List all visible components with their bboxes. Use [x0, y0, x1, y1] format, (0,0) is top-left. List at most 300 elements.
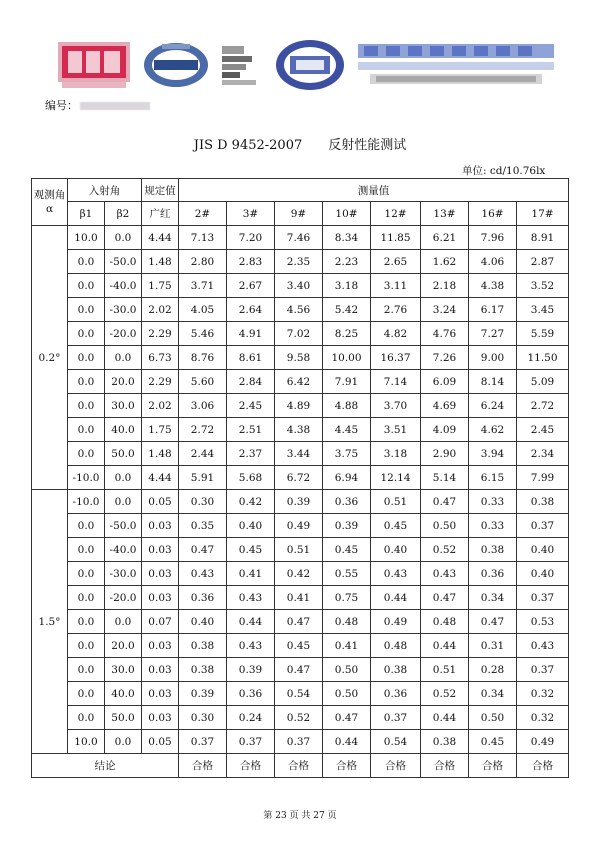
value-cell: 0.33 — [469, 514, 517, 538]
value-cell: 2.45 — [227, 394, 275, 418]
sample-header: 9# — [275, 202, 323, 226]
value-cell: 0.47 — [275, 658, 323, 682]
spec-cell: 0.05 — [142, 490, 179, 514]
spec-cell: 0.03 — [142, 634, 179, 658]
value-cell: 4.06 — [469, 250, 517, 274]
beta2-cell: 50.0 — [105, 706, 142, 730]
spec-cell: 4.44 — [142, 466, 179, 490]
value-cell: 2.90 — [421, 442, 469, 466]
beta1-cell: 0.0 — [68, 586, 105, 610]
value-cell: 2.76 — [371, 298, 421, 322]
beta2-cell: 20.0 — [105, 370, 142, 394]
value-cell: 0.51 — [275, 538, 323, 562]
beta1-cell: 0.0 — [68, 562, 105, 586]
sample-header: 16# — [469, 202, 517, 226]
value-cell: 0.40 — [179, 610, 227, 634]
value-cell: 4.91 — [227, 322, 275, 346]
value-cell: 2.72 — [179, 418, 227, 442]
table-row — [32, 490, 569, 514]
value-cell: 7.91 — [323, 370, 371, 394]
conclusion-cell: 合格 — [517, 754, 569, 778]
value-cell: 0.37 — [517, 586, 569, 610]
value-cell: 2.45 — [517, 418, 569, 442]
value-cell: 0.50 — [469, 706, 517, 730]
value-cell: 0.48 — [421, 610, 469, 634]
value-cell: 2.23 — [323, 250, 371, 274]
conclusion-cell: 合格 — [179, 754, 227, 778]
value-cell: 2.44 — [179, 442, 227, 466]
value-cell: 5.42 — [323, 298, 371, 322]
beta1-cell: 0.0 — [68, 634, 105, 658]
value-cell: 0.41 — [323, 634, 371, 658]
beta1-cell: 0.0 — [68, 370, 105, 394]
beta1-cell: 0.0 — [68, 706, 105, 730]
value-cell: 0.43 — [421, 562, 469, 586]
value-cell: 4.62 — [469, 418, 517, 442]
value-cell: 2.87 — [517, 250, 569, 274]
table-row — [32, 466, 569, 490]
value-cell: 1.62 — [421, 250, 469, 274]
value-cell: 0.52 — [421, 538, 469, 562]
spec-cell: 2.29 — [142, 370, 179, 394]
table-row — [32, 706, 569, 730]
value-cell: 0.44 — [371, 586, 421, 610]
value-cell: 9.00 — [469, 346, 517, 370]
org-name-logo — [356, 42, 556, 88]
cnas-round-logo — [274, 38, 346, 92]
value-cell: 0.43 — [371, 562, 421, 586]
beta1-cell: 10.0 — [68, 730, 105, 754]
value-cell: 0.38 — [179, 658, 227, 682]
value-cell: 0.75 — [323, 586, 371, 610]
table-row — [32, 370, 569, 394]
ilac-mra-logo — [218, 44, 266, 88]
value-cell: 0.50 — [323, 658, 371, 682]
obs-angle-header-text: 观测角α — [33, 189, 66, 215]
value-cell: 0.42 — [275, 562, 323, 586]
value-cell: 0.47 — [469, 610, 517, 634]
value-cell: 8.14 — [469, 370, 517, 394]
value-cell: 0.44 — [227, 610, 275, 634]
conclusion-cell: 合格 — [371, 754, 421, 778]
value-cell: 0.33 — [469, 490, 517, 514]
value-cell: 5.46 — [179, 322, 227, 346]
obs-angle-cell: 1.5° — [32, 490, 68, 754]
table-row — [32, 634, 569, 658]
value-cell: 0.38 — [517, 490, 569, 514]
value-cell: 7.13 — [179, 226, 227, 250]
measured-header: 测量值 — [179, 179, 569, 202]
value-cell: 2.65 — [371, 250, 421, 274]
value-cell: 0.38 — [469, 538, 517, 562]
beta2-cell: -30.0 — [105, 298, 142, 322]
value-cell: 11.50 — [517, 346, 569, 370]
value-cell: 5.59 — [517, 322, 569, 346]
spec-color-header: 广红 — [142, 202, 179, 226]
beta2-cell: -50.0 — [105, 514, 142, 538]
table-row — [32, 394, 569, 418]
beta2-cell: -50.0 — [105, 250, 142, 274]
spec-cell: 0.03 — [142, 562, 179, 586]
obs-angle-header — [32, 179, 68, 226]
conclusion-row — [32, 754, 569, 778]
table-row — [32, 250, 569, 274]
value-cell: 0.31 — [469, 634, 517, 658]
table-row — [32, 658, 569, 682]
value-cell: 8.25 — [323, 322, 371, 346]
value-cell: 0.42 — [227, 490, 275, 514]
spec-cell: 0.03 — [142, 682, 179, 706]
beta1-cell: 0.0 — [68, 250, 105, 274]
value-cell: 12.14 — [371, 466, 421, 490]
value-cell: 6.21 — [421, 226, 469, 250]
value-cell: 5.14 — [421, 466, 469, 490]
value-cell: 0.53 — [517, 610, 569, 634]
value-cell: 3.24 — [421, 298, 469, 322]
value-cell: 0.36 — [371, 682, 421, 706]
value-cell: 3.94 — [469, 442, 517, 466]
value-cell: 2.51 — [227, 418, 275, 442]
beta1-cell: 0.0 — [68, 322, 105, 346]
obs-angle-cell: 0.2° — [32, 226, 68, 490]
beta2-cell: 50.0 — [105, 442, 142, 466]
table-row — [32, 586, 569, 610]
beta1-cell: -10.0 — [68, 466, 105, 490]
value-cell: 0.45 — [227, 538, 275, 562]
cnas-logo — [142, 40, 210, 90]
value-cell: 0.38 — [371, 658, 421, 682]
value-cell: 6.42 — [275, 370, 323, 394]
spec-cell: 0.03 — [142, 586, 179, 610]
value-cell: 4.69 — [421, 394, 469, 418]
value-cell: 8.34 — [323, 226, 371, 250]
value-cell: 0.49 — [275, 514, 323, 538]
value-cell: 4.89 — [275, 394, 323, 418]
value-cell: 7.02 — [275, 322, 323, 346]
table-row — [32, 226, 569, 250]
value-cell: 0.48 — [323, 610, 371, 634]
value-cell: 0.37 — [275, 730, 323, 754]
value-cell: 0.48 — [371, 634, 421, 658]
beta1-cell: 0.0 — [68, 658, 105, 682]
value-cell: 16.37 — [371, 346, 421, 370]
table-row — [32, 610, 569, 634]
table-row — [32, 538, 569, 562]
beta2-cell: -20.0 — [105, 322, 142, 346]
conclusion-cell: 合格 — [469, 754, 517, 778]
value-cell: 5.68 — [227, 466, 275, 490]
table-row — [32, 442, 569, 466]
table-row — [32, 562, 569, 586]
logo-bar — [0, 30, 600, 100]
value-cell: 0.35 — [179, 514, 227, 538]
value-cell: 0.38 — [421, 730, 469, 754]
measurement-table — [31, 178, 569, 778]
value-cell: 0.37 — [227, 730, 275, 754]
value-cell: 4.09 — [421, 418, 469, 442]
sample-header: 13# — [421, 202, 469, 226]
sample-header: 10# — [323, 202, 371, 226]
value-cell: 5.09 — [517, 370, 569, 394]
beta2-cell: 0.0 — [105, 346, 142, 370]
value-cell: 0.47 — [421, 490, 469, 514]
value-cell: 6.15 — [469, 466, 517, 490]
value-cell: 0.49 — [517, 730, 569, 754]
value-cell: 4.38 — [469, 274, 517, 298]
value-cell: 6.24 — [469, 394, 517, 418]
conclusion-cell: 合格 — [421, 754, 469, 778]
value-cell: 6.17 — [469, 298, 517, 322]
value-cell: 7.96 — [469, 226, 517, 250]
value-cell: 2.80 — [179, 250, 227, 274]
value-cell: 0.36 — [323, 490, 371, 514]
value-cell: 0.50 — [421, 514, 469, 538]
value-cell: 0.40 — [371, 538, 421, 562]
value-cell: 0.37 — [517, 658, 569, 682]
page-title: JIS D 9452-2007 反射性能测试 — [193, 138, 407, 153]
value-cell: 0.47 — [323, 706, 371, 730]
value-cell: 11.85 — [371, 226, 421, 250]
beta2-cell: 30.0 — [105, 658, 142, 682]
beta1-cell: 0.0 — [68, 538, 105, 562]
beta2-cell: -20.0 — [105, 586, 142, 610]
value-cell: 0.37 — [517, 514, 569, 538]
table-row — [32, 514, 569, 538]
report-number-label: 编号： — [45, 99, 78, 112]
value-cell: 8.61 — [227, 346, 275, 370]
beta1-cell: 0.0 — [68, 442, 105, 466]
value-cell: 0.47 — [421, 586, 469, 610]
value-cell: 7.26 — [421, 346, 469, 370]
value-cell: 0.51 — [371, 490, 421, 514]
value-cell: 8.76 — [179, 346, 227, 370]
value-cell: 6.94 — [323, 466, 371, 490]
value-cell: 0.55 — [323, 562, 371, 586]
value-cell: 3.18 — [371, 442, 421, 466]
value-cell: 4.05 — [179, 298, 227, 322]
value-cell: 0.49 — [371, 610, 421, 634]
value-cell: 2.83 — [227, 250, 275, 274]
value-cell: 2.64 — [227, 298, 275, 322]
value-cell: 0.40 — [227, 514, 275, 538]
value-cell: 2.67 — [227, 274, 275, 298]
conclusion-cell: 合格 — [227, 754, 275, 778]
value-cell: 3.70 — [371, 394, 421, 418]
value-cell: 0.38 — [179, 634, 227, 658]
beta1-cell: 0.0 — [68, 394, 105, 418]
value-cell: 0.45 — [469, 730, 517, 754]
table-row — [32, 730, 569, 754]
report-number — [45, 97, 150, 113]
value-cell: 6.09 — [421, 370, 469, 394]
value-cell: 10.00 — [323, 346, 371, 370]
value-cell: 0.36 — [179, 586, 227, 610]
spec-cell: 4.44 — [142, 226, 179, 250]
value-cell: 9.58 — [275, 346, 323, 370]
value-cell: 0.51 — [421, 658, 469, 682]
value-cell: 4.76 — [421, 322, 469, 346]
beta1-cell: 0.0 — [68, 274, 105, 298]
value-cell: 2.35 — [275, 250, 323, 274]
value-cell: 4.82 — [371, 322, 421, 346]
sample-header: 3# — [227, 202, 275, 226]
value-cell: 4.38 — [275, 418, 323, 442]
beta1-cell: 0.0 — [68, 610, 105, 634]
value-cell: 3.06 — [179, 394, 227, 418]
value-cell: 3.71 — [179, 274, 227, 298]
value-cell: 4.45 — [323, 418, 371, 442]
spec-cell: 0.03 — [142, 538, 179, 562]
value-cell: 0.47 — [275, 610, 323, 634]
beta2-cell: -30.0 — [105, 562, 142, 586]
beta1-cell: 0.0 — [68, 298, 105, 322]
value-cell: 4.88 — [323, 394, 371, 418]
conclusion-cell: 合格 — [275, 754, 323, 778]
incidence-header: 入射角 — [68, 179, 142, 202]
spec-cell: 1.48 — [142, 442, 179, 466]
page-footer: 第 23 页 共 27 页 — [263, 811, 337, 821]
spec-cell: 2.29 — [142, 322, 179, 346]
beta2-cell: 20.0 — [105, 634, 142, 658]
value-cell: 0.37 — [371, 706, 421, 730]
sample-header: 17# — [517, 202, 569, 226]
spec-cell: 0.07 — [142, 610, 179, 634]
cma-logo — [58, 42, 130, 88]
value-cell: 0.32 — [517, 682, 569, 706]
value-cell: 3.51 — [371, 418, 421, 442]
beta1-cell: -10.0 — [68, 490, 105, 514]
beta1-header: β1 — [68, 202, 105, 226]
spec-cell: 2.02 — [142, 394, 179, 418]
beta1-cell: 0.0 — [68, 682, 105, 706]
value-cell: 5.91 — [179, 466, 227, 490]
spec-cell: 0.05 — [142, 730, 179, 754]
spec-cell: 0.03 — [142, 658, 179, 682]
header-row-2 — [32, 202, 569, 226]
value-cell: 0.40 — [517, 562, 569, 586]
conclusion-label: 结论 — [32, 754, 179, 778]
value-cell: 2.84 — [227, 370, 275, 394]
beta1-cell: 0.0 — [68, 514, 105, 538]
value-cell: 3.44 — [275, 442, 323, 466]
value-cell: 2.37 — [227, 442, 275, 466]
value-cell: 7.46 — [275, 226, 323, 250]
beta2-cell: 0.0 — [105, 490, 142, 514]
value-cell: 0.39 — [275, 490, 323, 514]
value-cell: 0.30 — [179, 706, 227, 730]
value-cell: 2.72 — [517, 394, 569, 418]
beta2-cell: 0.0 — [105, 730, 142, 754]
beta2-cell: 40.0 — [105, 418, 142, 442]
table-row — [32, 322, 569, 346]
value-cell: 0.45 — [275, 634, 323, 658]
value-cell: 3.75 — [323, 442, 371, 466]
table-row — [32, 298, 569, 322]
spec-cell: 1.75 — [142, 274, 179, 298]
beta1-cell: 10.0 — [68, 226, 105, 250]
value-cell: 0.43 — [517, 634, 569, 658]
value-cell: 0.39 — [227, 658, 275, 682]
value-cell: 7.20 — [227, 226, 275, 250]
beta1-cell: 0.0 — [68, 418, 105, 442]
value-cell: 0.45 — [323, 538, 371, 562]
value-cell: 0.54 — [371, 730, 421, 754]
value-cell: 3.18 — [323, 274, 371, 298]
value-cell: 7.14 — [371, 370, 421, 394]
beta1-cell: 0.0 — [68, 346, 105, 370]
beta2-header: β2 — [105, 202, 142, 226]
value-cell: 5.60 — [179, 370, 227, 394]
value-cell: 0.43 — [227, 586, 275, 610]
value-cell: 0.40 — [517, 538, 569, 562]
beta2-cell: 0.0 — [105, 226, 142, 250]
value-cell: 8.91 — [517, 226, 569, 250]
value-cell: 0.47 — [179, 538, 227, 562]
value-cell: 0.44 — [323, 730, 371, 754]
value-cell: 0.44 — [421, 706, 469, 730]
value-cell: 0.36 — [227, 682, 275, 706]
value-cell: 0.54 — [275, 682, 323, 706]
value-cell: 0.52 — [421, 682, 469, 706]
table-row — [32, 682, 569, 706]
value-cell: 0.28 — [469, 658, 517, 682]
value-cell: 0.45 — [371, 514, 421, 538]
unit-label: 单位: cd/10.76lx — [462, 165, 546, 177]
beta2-cell: -40.0 — [105, 274, 142, 298]
spec-cell: 0.03 — [142, 514, 179, 538]
value-cell: 0.52 — [275, 706, 323, 730]
value-cell: 7.27 — [469, 322, 517, 346]
beta2-cell: -40.0 — [105, 538, 142, 562]
value-cell: 0.34 — [469, 682, 517, 706]
value-cell: 2.18 — [421, 274, 469, 298]
value-cell: 7.99 — [517, 466, 569, 490]
value-cell: 0.30 — [179, 490, 227, 514]
value-cell: 0.34 — [469, 586, 517, 610]
spec-header: 规定值 — [142, 179, 179, 202]
value-cell: 0.24 — [227, 706, 275, 730]
value-cell: 0.39 — [323, 514, 371, 538]
sample-header: 2# — [179, 202, 227, 226]
spec-cell: 6.73 — [142, 346, 179, 370]
beta2-cell: 40.0 — [105, 682, 142, 706]
value-cell: 0.36 — [469, 562, 517, 586]
value-cell: 0.43 — [179, 562, 227, 586]
beta2-cell: 30.0 — [105, 394, 142, 418]
value-cell: 2.34 — [517, 442, 569, 466]
value-cell: 4.56 — [275, 298, 323, 322]
report-number-redacted — [80, 102, 150, 110]
value-cell: 0.41 — [275, 586, 323, 610]
beta2-cell: 0.0 — [105, 466, 142, 490]
header-row-1 — [32, 179, 569, 202]
spec-cell: 0.03 — [142, 706, 179, 730]
table-row — [32, 274, 569, 298]
value-cell: 0.37 — [179, 730, 227, 754]
spec-cell: 1.48 — [142, 250, 179, 274]
sample-header: 12# — [371, 202, 421, 226]
value-cell: 3.11 — [371, 274, 421, 298]
value-cell: 0.50 — [323, 682, 371, 706]
value-cell: 6.72 — [275, 466, 323, 490]
value-cell: 3.45 — [517, 298, 569, 322]
conclusion-cell: 合格 — [323, 754, 371, 778]
spec-cell: 1.75 — [142, 418, 179, 442]
table-row — [32, 346, 569, 370]
table-row — [32, 418, 569, 442]
value-cell: 0.41 — [227, 562, 275, 586]
value-cell: 0.44 — [421, 634, 469, 658]
